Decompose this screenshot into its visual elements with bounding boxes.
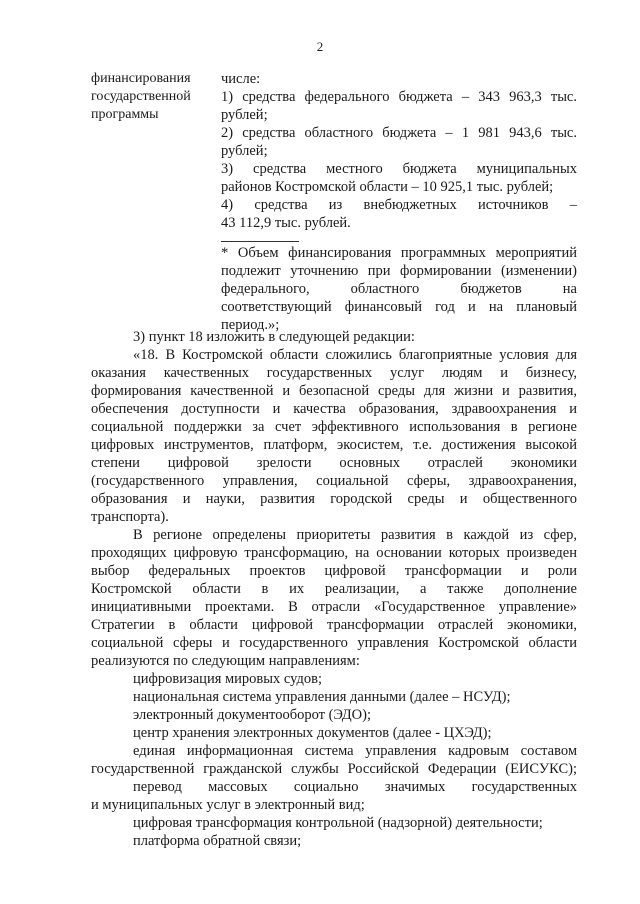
body-line: национальная система управления данными (далее – НСУД); <box>133 689 511 705</box>
footnote-divider <box>221 241 299 242</box>
table-right-line: рублей; <box>221 107 268 123</box>
body-line: Костромской области в их реализации, а также дополнение <box>91 581 577 597</box>
body-line: и муниципальных услуг в электронный вид; <box>91 797 365 813</box>
body-line: (государственного управления, социальной сферы, здравоохранения, <box>91 473 577 489</box>
body-line: степени цифровой зрелости основных отраслей экономики <box>91 455 577 471</box>
body-line: цифровых инструментов, платформ, экосистем, т.е. достижения высокой <box>91 437 577 453</box>
body-line: социальной поддержки за счет эффективного использования в регионе <box>91 419 577 435</box>
body-text <box>91 328 577 850</box>
body-line: проходящих цифровую трансформацию, на основании которых произведен <box>91 545 577 561</box>
body-line: образования и науки, развития городской среды и общественного <box>91 491 577 507</box>
body-line: перевод массовых социально значимых государственных <box>133 779 577 795</box>
body-line: цифровизация мировых судов; <box>133 671 322 687</box>
table-left-line: финансирования <box>91 71 191 86</box>
table-right-line: 4) средства из внебюджетных источников – <box>221 197 577 213</box>
body-line: формирования качественной и безопасной среды для жизни и развития, <box>91 383 577 399</box>
body-line: цифровая трансформация контрольной (надзорной) деятельности; <box>133 815 543 831</box>
footnote-line: подлежит уточнению при формировании (изменении) <box>221 263 577 279</box>
table-right-line: 1) средства федерального бюджета – 343 963,3 тыс. <box>221 89 577 105</box>
body-line: платформа обратной связи; <box>133 833 302 849</box>
body-line: центр хранения электронных документов (далее - ЦХЭД); <box>133 725 492 741</box>
table-right-line: 3) средства местного бюджета муниципальных <box>221 161 577 177</box>
table-right-line: числе: <box>221 71 261 87</box>
body-line: 3) пункт 18 изложить в следующей редакции: <box>133 329 415 345</box>
table-left-line: государственной <box>91 89 191 104</box>
body-line: Стратегии в области цифровой трансформации отраслей экономики, <box>91 617 577 633</box>
table-right-line: 2) средства областного бюджета – 1 981 943,6 тыс. <box>221 125 577 141</box>
footnote <box>221 244 577 334</box>
body-line: электронный документооборот (ЭДО); <box>133 707 371 723</box>
body-line: социальной сферы и государственного управления Костромской области <box>91 635 577 651</box>
footnote-line: федерального, областного бюджетов на <box>221 281 577 297</box>
table-left-line: программы <box>91 107 159 122</box>
page-number: 2 <box>316 39 324 54</box>
body-line: государственной гражданской службы Российской Федерации (ЕИСУКС); <box>91 761 577 777</box>
footnote-line: * Объем финансирования программных мероприятий <box>221 245 577 261</box>
body-line: реализуются по следующим направлениям: <box>91 653 360 669</box>
body-line: выбор федеральных проектов цифровой трансформации и роли <box>91 563 577 579</box>
table-right-cell <box>221 70 577 232</box>
body-line: транспорта). <box>91 509 169 525</box>
table-right-line: 43 112,9 тыс. рублей. <box>221 215 351 231</box>
table-right-line: рублей; <box>221 143 268 159</box>
table-right-line: районов Костромской области – 10 925,1 тыс. рублей; <box>221 179 554 195</box>
footnote-line: соответствующий финансовый год и на плановый <box>221 299 577 315</box>
table-left-cell <box>91 70 216 124</box>
body-line: «18. В Костромской области сложились благоприятные условия для <box>133 347 577 363</box>
body-line: оказания качественных государственных услуг людям и бизнесу, <box>91 365 577 381</box>
footnote-line: период.»; <box>221 317 280 333</box>
body-line: единая информационная система управления кадровым составом <box>133 743 577 759</box>
body-line: В регионе определены приоритеты развития в каждой из сфер, <box>133 527 577 543</box>
body-line: инициативными проектами. В отрасли «Государственное управление» <box>91 599 577 615</box>
body-line: обеспечения доступности и качества образования, здравоохранения и <box>91 401 577 417</box>
